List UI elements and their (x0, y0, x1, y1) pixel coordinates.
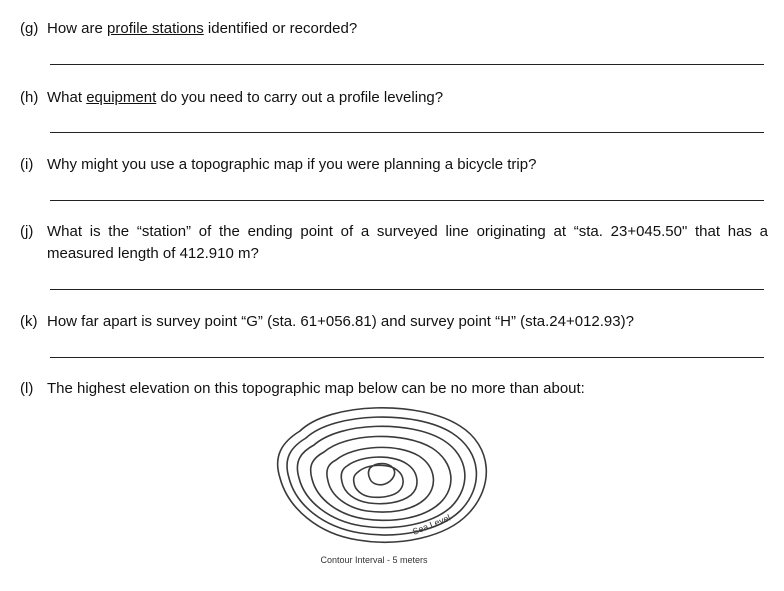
question-text-part: identified or recorded? (203, 20, 358, 37)
question-text-part: How are (47, 20, 108, 37)
underlined-term: equipment (86, 89, 157, 106)
question-text: Why might you use a topographic map if you were planning a bicycle trip? (47, 156, 537, 173)
contour-line-8 (369, 464, 395, 485)
question-label: (l) (20, 380, 34, 397)
question-text: The highest elevation on this topographic map below can be no more than about: (47, 380, 585, 397)
question-label: (h) (20, 89, 39, 106)
question-text-part: What (47, 89, 87, 106)
contour-line-7 (354, 465, 403, 497)
question-label: (i) (20, 156, 34, 173)
question-text-part: do you need to carry out a profile leveling? (156, 89, 444, 106)
sea-level-label: Sea Level (411, 512, 452, 537)
contour-line-4 (311, 436, 451, 520)
question-label: (j) (20, 223, 34, 240)
contour-interval-caption: Contour Interval - 5 meters (320, 555, 428, 565)
question-text: How far apart is survey point “G” (sta. 61+056.81) and survey point “H” (sta.24+012.93)? (47, 313, 634, 330)
question-text-continued: measured length of 412.910 m? (47, 245, 259, 262)
question-label: (k) (20, 313, 38, 330)
underlined-term: profile stations (107, 20, 204, 37)
question-text: What is the “station” of the ending point of a surveyed line originating at “sta. 23+045.50" that has a (47, 223, 768, 240)
question-label: (g) (20, 20, 39, 37)
contour-line-1 (278, 408, 487, 542)
contour-lines (278, 408, 487, 542)
